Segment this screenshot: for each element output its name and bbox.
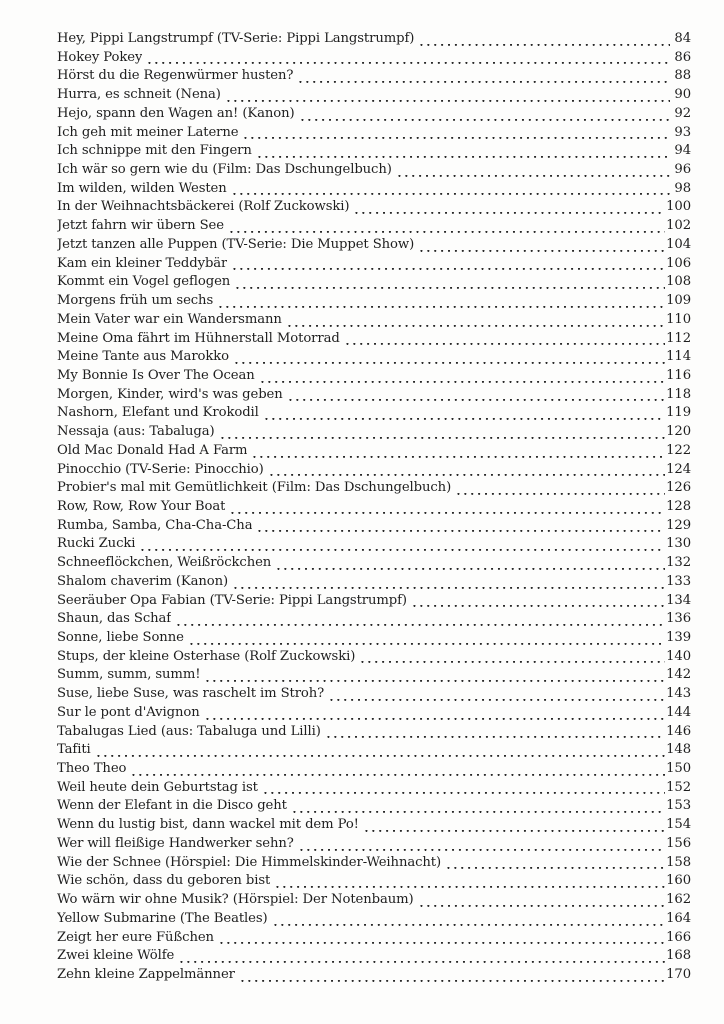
toc-entry-page: 118 xyxy=(666,386,691,402)
toc-entry-page: 152 xyxy=(666,779,691,795)
toc-entry-title: Wer will fleißige Handwerker sehn? xyxy=(57,835,294,851)
toc-entry-title: Hejo, spann den Wagen an! (Kanon) xyxy=(57,105,295,121)
toc-entry-title: Hey, Pippi Langstrumpf (TV-Serie: Pippi Langstrumpf) xyxy=(57,31,415,46)
toc-entry-title: Morgens früh um sechs xyxy=(57,293,214,309)
toc-entry-title: Rumba, Samba, Cha-Cha-Cha xyxy=(57,517,253,533)
toc-entry-page: 109 xyxy=(666,293,691,309)
toc-entry xyxy=(57,387,691,406)
toc-entry-page: 98 xyxy=(674,180,691,196)
toc-entry-title: Im wilden, wilden Westen xyxy=(57,180,227,196)
dot-leader xyxy=(204,705,666,724)
toc-entry-page: 88 xyxy=(674,68,691,84)
toc-entry-title: Zeigt her eure Füßchen xyxy=(57,929,214,945)
dot-leader xyxy=(262,780,665,799)
toc-entry xyxy=(57,424,691,443)
dot-leader xyxy=(229,499,665,518)
toc-entry-page: 160 xyxy=(666,873,691,889)
toc-entry xyxy=(57,836,691,855)
toc-entry-title: Sonne, liebe Sonne xyxy=(57,630,184,645)
dot-leader xyxy=(274,873,665,892)
toc-list xyxy=(57,31,691,986)
toc-entry-page: 134 xyxy=(666,592,691,608)
toc-entry-title: Sur le pont d'Avignon xyxy=(57,704,200,720)
toc-entry xyxy=(57,780,691,799)
dot-leader xyxy=(418,31,670,50)
toc-entry xyxy=(57,312,691,331)
dot-leader xyxy=(328,686,665,705)
dot-leader xyxy=(344,331,665,350)
toc-entry-page: 122 xyxy=(666,442,691,458)
toc-entry-title: Nashorn, Elefant und Krokodil xyxy=(57,405,259,421)
toc-entry-page: 90 xyxy=(674,87,691,103)
toc-entry-title: Ich wär so gern wie du (Film: Das Dschungelbuch) xyxy=(57,162,392,178)
toc-entry xyxy=(57,199,691,218)
dot-leader xyxy=(353,199,665,218)
toc-entry-title: Jetzt tanzen alle Puppen (TV-Serie: Die Muppet Show) xyxy=(57,236,415,252)
dot-leader xyxy=(139,536,665,555)
dot-leader xyxy=(232,574,665,593)
dot-leader xyxy=(95,742,665,761)
dot-leader xyxy=(259,368,665,387)
toc-entry xyxy=(57,518,691,537)
toc-entry xyxy=(57,106,691,125)
toc-entry-title: Schneeflöckchen, Weißröckchen xyxy=(57,555,272,571)
toc-entry-title: Zehn kleine Zappelmänner xyxy=(57,966,235,982)
toc-entry xyxy=(57,256,691,275)
toc-entry xyxy=(57,593,691,612)
toc-entry-title: Meine Oma fährt im Hühnerstall Motorrad xyxy=(57,330,340,346)
toc-entry xyxy=(57,873,691,892)
toc-entry-title: Tafiti xyxy=(57,742,91,758)
toc-entry-page: 110 xyxy=(666,311,691,327)
toc-entry-page: 164 xyxy=(666,910,691,926)
dot-leader xyxy=(298,836,665,855)
toc-entry-page: 114 xyxy=(666,349,691,365)
dot-leader xyxy=(188,630,665,649)
toc-entry-page: 106 xyxy=(666,255,691,271)
toc-entry-page: 86 xyxy=(674,49,691,65)
toc-entry-title: Hörst du die Regenwürmer husten? xyxy=(57,68,294,84)
toc-entry xyxy=(57,611,691,630)
toc-entry-page: 94 xyxy=(674,143,691,159)
toc-entry xyxy=(57,349,691,368)
dot-leader xyxy=(239,967,665,986)
toc-entry xyxy=(57,274,691,293)
toc-entry-page: 128 xyxy=(666,498,691,514)
toc-entry-title: Probier's mal mit Gemütlichkeit (Film: Das Dschungelbuch) xyxy=(57,480,452,496)
toc-entry-title: Mein Vater war ein Wandersmann xyxy=(57,311,282,327)
dot-leader xyxy=(286,312,665,331)
toc-entry-title: Rucki Zucki xyxy=(57,536,136,552)
toc-entry-page: 136 xyxy=(666,611,691,627)
toc-entry-title: Hurra, es schneit (Nena) xyxy=(57,87,221,103)
toc-entry-page: 102 xyxy=(666,218,691,234)
toc-entry xyxy=(57,761,691,780)
toc-entry-page: 92 xyxy=(674,105,691,121)
dot-leader xyxy=(325,724,665,743)
toc-entry xyxy=(57,724,691,743)
dot-leader xyxy=(228,218,665,237)
toc-entry-title: Wie schön, dass du geboren bist xyxy=(57,873,271,889)
toc-entry-page: 112 xyxy=(666,330,691,346)
dot-leader xyxy=(263,405,665,424)
toc-entry xyxy=(57,405,691,424)
toc-entry-title: Row, Row, Row Your Boat xyxy=(57,498,226,514)
toc-entry-page: 162 xyxy=(666,892,691,908)
toc-entry xyxy=(57,125,691,144)
dot-leader xyxy=(455,480,665,499)
toc-entry-title: Kommt ein Vogel geflogen xyxy=(57,274,231,290)
toc-entry-page: 150 xyxy=(666,761,691,777)
toc-entry xyxy=(57,237,691,256)
dot-leader xyxy=(287,387,665,406)
toc-entry xyxy=(57,480,691,499)
toc-entry-page: 170 xyxy=(666,966,691,982)
toc-entry-page: 139 xyxy=(666,630,691,645)
toc-entry xyxy=(57,31,691,50)
toc-entry-page: 142 xyxy=(666,667,691,683)
toc-entry-page: 104 xyxy=(666,236,691,252)
toc-entry xyxy=(57,855,691,874)
dot-leader xyxy=(204,667,665,686)
toc-entry-title: Shalom chaverim (Kanon) xyxy=(57,573,229,589)
toc-entry-title: Wenn du lustig bist, dann wackel mit dem Po! xyxy=(57,817,359,833)
toc-entry-page: 130 xyxy=(666,536,691,552)
dot-leader xyxy=(299,106,670,125)
toc-entry-page: 116 xyxy=(666,367,691,383)
toc-entry-title: Old Mac Donald Had A Farm xyxy=(57,442,248,458)
toc-entry-page: 166 xyxy=(666,929,691,945)
toc-entry-title: Seeräuber Opa Fabian (TV-Serie: Pippi Langstrumpf) xyxy=(57,592,407,608)
dot-leader xyxy=(445,855,665,874)
dot-leader xyxy=(418,892,666,911)
toc-entry-page: 108 xyxy=(666,274,691,290)
dot-leader xyxy=(178,948,665,967)
toc-entry-page: 158 xyxy=(666,854,691,870)
toc-entry-title: Zwei kleine Wölfe xyxy=(57,948,175,964)
toc-entry-page: 133 xyxy=(666,573,691,589)
dot-leader xyxy=(268,462,665,481)
toc-entry-title: In der Weihnachtsbäckerei (Rolf Zuckowski) xyxy=(57,199,350,215)
toc-entry xyxy=(57,68,691,87)
dot-leader xyxy=(411,593,665,612)
toc-entry-title: My Bonnie Is Over The Ocean xyxy=(57,367,255,383)
toc-entry xyxy=(57,331,691,350)
toc-entry-page: 96 xyxy=(674,162,691,178)
toc-entry xyxy=(57,50,691,69)
toc-entry xyxy=(57,967,691,986)
toc-entry-title: Jetzt fahrn wir übern See xyxy=(57,218,224,234)
toc-entry-page: 140 xyxy=(666,648,691,664)
toc-entry-title: Yellow Submarine (The Beatles) xyxy=(57,910,268,926)
dot-leader xyxy=(219,424,666,443)
toc-entry-title: Nessaja (aus: Tabaluga) xyxy=(57,424,215,440)
toc-entry-title: Hokey Pokey xyxy=(57,49,143,65)
toc-entry-page: 120 xyxy=(666,424,691,440)
toc-entry xyxy=(57,143,691,162)
toc-entry-page: 93 xyxy=(674,124,691,140)
toc-entry-title: Meine Tante aus Marokko xyxy=(57,349,229,365)
toc-entry xyxy=(57,911,691,930)
toc-entry xyxy=(57,181,691,200)
dot-leader xyxy=(291,798,665,817)
toc-entry-title: Tabalugas Lied (aus: Tabaluga und Lilli) xyxy=(57,723,321,739)
toc-entry-title: Wo wärn wir ohne Musik? (Hörspiel: Der Notenbaum) xyxy=(57,892,414,908)
dot-leader xyxy=(218,930,665,949)
toc-entry-page: 100 xyxy=(666,199,691,215)
toc-entry xyxy=(57,462,691,481)
toc-entry xyxy=(57,892,691,911)
toc-entry-title: Pinocchio (TV-Serie: Pinocchio) xyxy=(57,461,264,477)
dot-leader xyxy=(146,50,670,69)
toc-entry-page: 84 xyxy=(674,31,691,46)
dot-leader xyxy=(256,518,665,537)
toc-entry-page: 143 xyxy=(666,686,691,702)
toc-entry-page: 132 xyxy=(666,555,691,571)
dot-leader xyxy=(217,293,665,312)
toc-entry xyxy=(57,667,691,686)
toc-entry-page: 124 xyxy=(666,461,691,477)
toc-entry-title: Weil heute dein Geburtstag ist xyxy=(57,779,258,795)
toc-entry xyxy=(57,742,691,761)
toc-entry-title: Summ, summ, summ! xyxy=(57,667,201,683)
dot-leader xyxy=(231,181,670,200)
toc-entry xyxy=(57,87,691,106)
dot-leader xyxy=(418,237,665,256)
toc-entry-page: 119 xyxy=(666,405,691,421)
toc-entry xyxy=(57,499,691,518)
toc-entry-title: Wie der Schnee (Hörspiel: Die Himmelskinder-Weihnacht) xyxy=(57,854,442,870)
toc-entry xyxy=(57,705,691,724)
toc-entry xyxy=(57,162,691,181)
toc-entry xyxy=(57,649,691,668)
toc-entry xyxy=(57,948,691,967)
toc-entry-page: 126 xyxy=(666,480,691,496)
dot-leader xyxy=(275,555,665,574)
dot-leader xyxy=(256,143,670,162)
toc-entry xyxy=(57,536,691,555)
toc-entry-title: Wenn der Elefant in die Disco geht xyxy=(57,798,287,814)
dot-leader xyxy=(234,274,665,293)
toc-entry-title: Stups, der kleine Osterhase (Rolf Zuckowski) xyxy=(57,648,356,664)
toc-entry-page: 156 xyxy=(666,835,691,851)
dot-leader xyxy=(359,649,665,668)
toc-entry xyxy=(57,817,691,836)
toc-entry xyxy=(57,368,691,387)
toc-entry-page: 129 xyxy=(666,517,691,533)
toc-entry-page: 154 xyxy=(666,817,691,833)
dot-leader xyxy=(251,443,665,462)
toc-entry xyxy=(57,574,691,593)
toc-entry-title: Kam ein kleiner Teddybär xyxy=(57,255,228,271)
toc-entry-page: 148 xyxy=(666,742,691,758)
toc-entry xyxy=(57,798,691,817)
toc-entry-title: Ich geh mit meiner Laterne xyxy=(57,124,239,140)
dot-leader xyxy=(175,611,665,630)
toc-entry xyxy=(57,555,691,574)
dot-leader xyxy=(225,87,670,106)
dot-leader xyxy=(233,349,665,368)
toc-entry-title: Suse, liebe Suse, was raschelt im Stroh? xyxy=(57,686,325,702)
toc-entry-title: Shaun, das Schaf xyxy=(57,611,172,627)
dot-leader xyxy=(242,125,670,144)
toc-entry-title: Ich schnippe mit den Fingern xyxy=(57,143,252,159)
toc-entry-title: Theo Theo xyxy=(57,761,127,777)
dot-leader xyxy=(396,162,670,181)
dot-leader xyxy=(272,911,666,930)
toc-entry-title: Morgen, Kinder, wird's was geben xyxy=(57,386,283,402)
toc-entry-page: 153 xyxy=(666,798,691,814)
toc-entry-page: 144 xyxy=(666,704,691,720)
toc-entry xyxy=(57,930,691,949)
toc-entry-page: 168 xyxy=(666,948,691,964)
toc-entry xyxy=(57,218,691,237)
toc-entry xyxy=(57,443,691,462)
toc-entry xyxy=(57,630,691,649)
toc-entry xyxy=(57,686,691,705)
dot-leader xyxy=(363,817,665,836)
toc-entry xyxy=(57,293,691,312)
dot-leader xyxy=(297,68,670,87)
dot-leader xyxy=(130,761,665,780)
toc-entry-page: 146 xyxy=(666,723,691,739)
dot-leader xyxy=(231,256,665,275)
